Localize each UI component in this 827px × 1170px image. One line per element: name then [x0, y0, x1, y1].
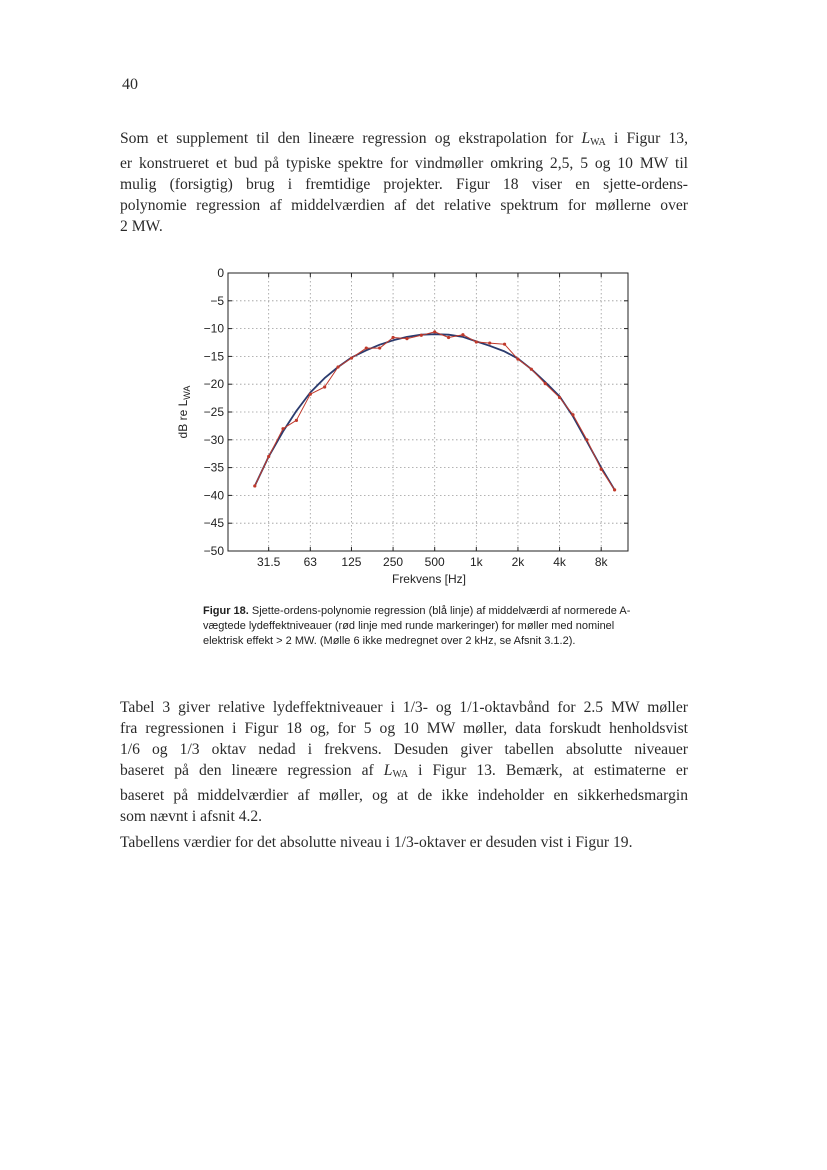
paragraph-line: fra regressionen i Figur 18 og, for 5 og 10 MW møller, data forskudt henholdsvist — [120, 720, 688, 737]
y-tick-label: −25 — [203, 405, 224, 419]
data-point-marker — [391, 336, 394, 339]
x-tick-label: 31.5 — [256, 555, 281, 569]
y-tick-label: −35 — [203, 460, 224, 475]
closing-paragraph — [120, 832, 688, 853]
x-tick-label: 250 — [383, 555, 404, 569]
paragraph-text: i Figur 13. Bemærk, at estimaterne er — [418, 762, 688, 779]
figure-caption — [203, 604, 653, 649]
caption-label: Figur 18. — [203, 605, 249, 617]
chart-series — [253, 330, 616, 491]
lwa-symbol: LWA — [581, 130, 606, 148]
paragraph-text: i Figur 13, — [613, 130, 688, 147]
y-tick-label: −15 — [203, 349, 224, 364]
paragraph-text: baseret på den lineære regression af — [120, 762, 374, 779]
data-point-marker — [309, 393, 312, 396]
x-tick-label: 2k — [511, 555, 525, 569]
y-tick-label: −20 — [203, 377, 224, 392]
y-tick-label: −45 — [203, 516, 224, 531]
paragraph-line — [120, 760, 688, 785]
data-point-marker — [475, 340, 478, 343]
y-axis-label: dB re $L_{WA}$ — [176, 385, 192, 439]
data-point-marker — [295, 419, 298, 422]
data-point-marker — [447, 336, 450, 339]
paragraph-line: mulig (forsigtig) brug i fremtidige projekter. Figur 18 viser en sjette-ordens- — [120, 176, 688, 193]
x-tick-label: 500 — [424, 555, 445, 569]
paragraph-line: Tabel 3 giver relative lydeffektniveauer i 1/3- og 1/1-oktavbånd for 2.5 MW møller — [120, 699, 688, 716]
paragraph-line: Tabellens værdier for det absolutte niveau i 1/3-oktaver er desuden vist i Figur 19. — [120, 834, 633, 851]
data-point-marker — [267, 455, 270, 458]
data-point-marker — [516, 358, 519, 361]
x-axis-label: Frekvens [Hz] — [391, 572, 467, 586]
y-tick-label: −40 — [203, 488, 224, 503]
data-point-marker — [530, 368, 533, 371]
paragraph-line: baseret på middelværdier af møller, og at de ikke indeholder en sikkerhedsmargin — [120, 787, 688, 804]
y-tick-label: −50 — [203, 544, 224, 558]
x-tick-label: 8k — [594, 555, 608, 569]
paragraph-line: 2 MW. — [120, 218, 163, 235]
paragraph-text: Som et supplement til den lineære regression og ekstrapolation for — [120, 130, 574, 147]
data-point-marker — [600, 468, 603, 471]
data-point-marker — [378, 346, 381, 349]
data-point-marker — [571, 413, 574, 416]
figure-18-chart — [170, 255, 650, 595]
x-tick-label: 1k — [469, 555, 483, 569]
page-number: 40 — [122, 76, 138, 93]
data-point-marker — [488, 341, 491, 344]
paragraph-line: som nævnt i afsnit 4.2. — [120, 808, 263, 825]
x-tick-label: 63 — [303, 555, 317, 569]
data-point-marker — [461, 333, 464, 336]
y-tick-label: −5 — [210, 293, 224, 308]
paragraph-line: polynomie regression af middelværdien af det relative spektrum for møllerne over — [120, 197, 688, 214]
table-paragraph — [120, 697, 688, 827]
paragraph-line: 1/6 og 1/3 oktav nedad i frekvens. Desuden giver tabellen absolutte niveauer — [120, 741, 688, 758]
data-point-marker — [503, 343, 506, 346]
data-point-marker — [405, 337, 408, 340]
data-point-marker — [281, 427, 284, 430]
data-point-marker — [433, 330, 436, 333]
x-axis — [257, 273, 609, 569]
data-point-marker — [365, 346, 368, 349]
data-point-marker — [253, 484, 256, 487]
data-point-marker — [336, 365, 339, 368]
y-tick-label: −30 — [203, 432, 224, 447]
y-tick-label: −10 — [203, 321, 224, 336]
data-point-marker — [585, 438, 588, 441]
intro-paragraph — [120, 128, 688, 237]
data-point-marker — [323, 385, 326, 388]
data-point-marker — [544, 382, 547, 385]
data-point-marker — [613, 488, 616, 491]
x-tick-label: 4k — [553, 555, 566, 569]
paragraph-line: er konstrueret et bud på typiske spektre for vindmøller omkring 2,5, 5 og 10 MW til — [120, 155, 688, 172]
data-point-marker — [350, 356, 353, 359]
caption-text: Sjette-ordens-polynomie regression (blå linje) af middelværdi af normerede A-vægtede lydeffektniveauer (rød linje med runde markeringer) for møller med nominel elektrisk effekt > 2 MW. (Mølle 6 ikke medregnet over 2 kHz, se Afsnit 3.1.2). — [203, 605, 631, 647]
chart-grid — [228, 273, 628, 551]
y-tick-label: 0 — [217, 266, 224, 280]
data-point-marker — [558, 396, 561, 399]
lwa-symbol: LWA — [383, 762, 409, 780]
paragraph-line — [120, 128, 688, 153]
data-point-marker — [420, 334, 423, 337]
x-tick-label: 125 — [341, 555, 362, 569]
